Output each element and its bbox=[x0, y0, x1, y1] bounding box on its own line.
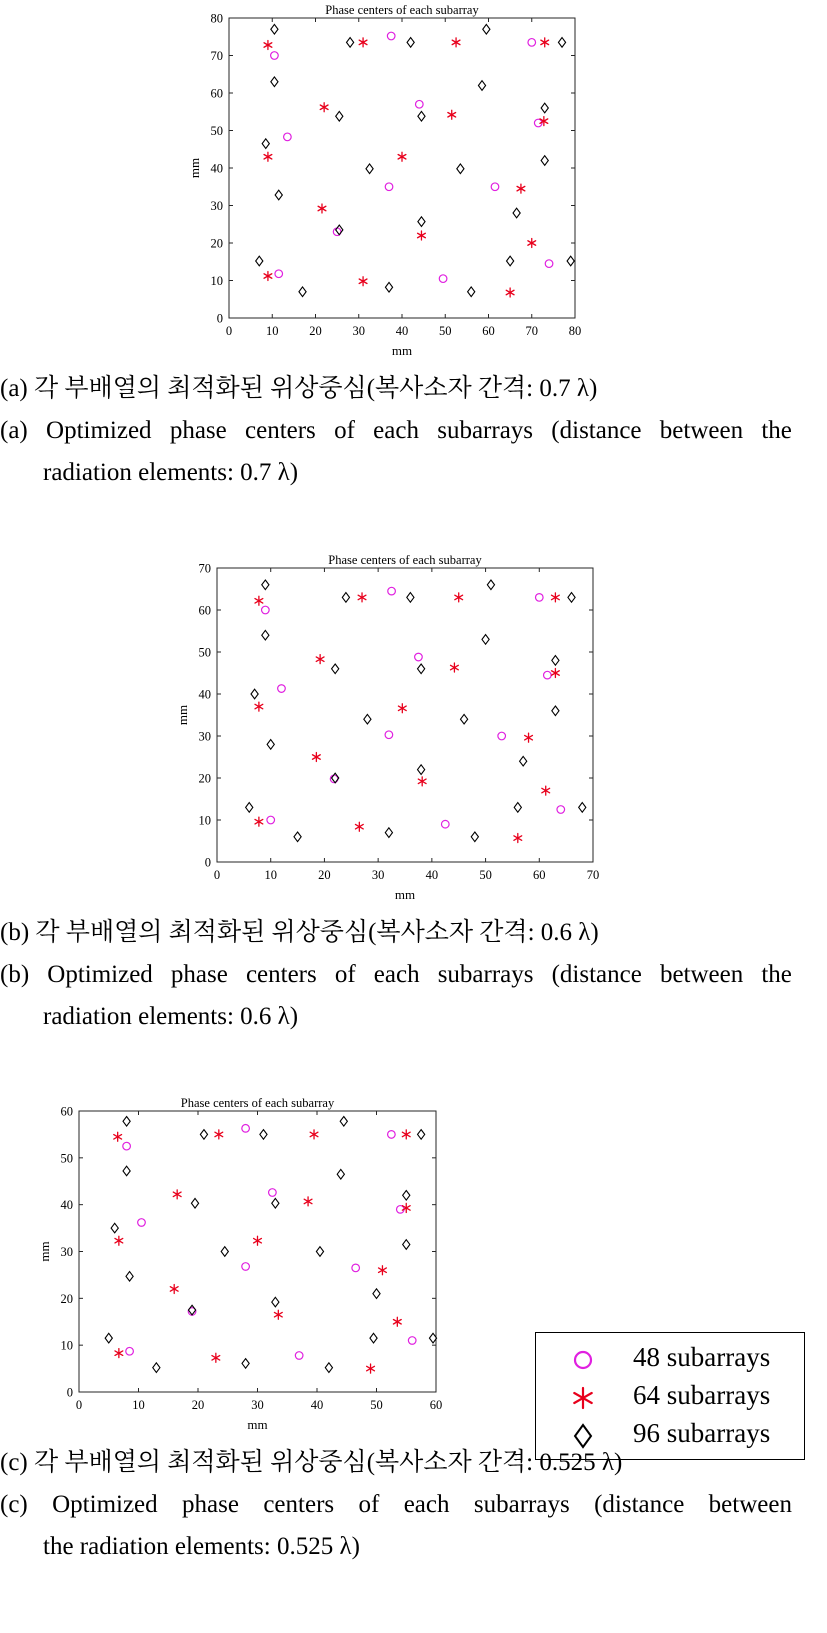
y-tick-label: 40 bbox=[60, 1198, 73, 1213]
word: phase bbox=[169, 417, 227, 444]
x-tick-label: 0 bbox=[225, 324, 233, 338]
word: of bbox=[334, 961, 356, 988]
word: phase bbox=[182, 1491, 239, 1518]
legend-label: 96 subarrays bbox=[633, 1418, 771, 1448]
caption-b-eng-line2: radiation elements: 0.6 λ) bbox=[43, 1003, 299, 1030]
y-tick-label: 50 bbox=[60, 1151, 73, 1166]
caption-c-kor-text: 각 부배열의 최적화된 위상중심(복사소자 간격: 0.525 λ) bbox=[34, 1449, 623, 1476]
word: between bbox=[659, 417, 744, 444]
y-axis-label: mm bbox=[187, 157, 202, 179]
x-tick-label: 60 bbox=[533, 868, 546, 882]
word: of bbox=[334, 417, 355, 444]
y-tick-label: 10 bbox=[210, 274, 223, 288]
x-tick-label: 10 bbox=[266, 324, 279, 338]
x-tick-label: 30 bbox=[251, 1398, 264, 1412]
word: each bbox=[373, 417, 419, 444]
caption-a bbox=[0, 368, 827, 494]
y-tick-label: 0 bbox=[66, 1385, 73, 1400]
word: between bbox=[659, 961, 744, 988]
caption-a-kor-label: (a) bbox=[0, 375, 28, 402]
y-tick-label: 40 bbox=[210, 161, 223, 176]
y-tick-label: 20 bbox=[198, 771, 211, 786]
y-tick-label: 80 bbox=[210, 11, 223, 26]
caption-b bbox=[0, 912, 827, 1038]
word: of bbox=[358, 1491, 380, 1518]
x-tick-label: 50 bbox=[479, 868, 492, 882]
plot-frame bbox=[229, 18, 575, 318]
circle-marker-icon bbox=[566, 1343, 600, 1377]
caption-b-kor-text: 각 부배열의 최적화된 위상중심(복사소자 간격: 0.6 λ) bbox=[35, 919, 599, 946]
y-tick-label: 10 bbox=[60, 1338, 73, 1353]
word: Optimized bbox=[46, 417, 152, 444]
y-tick-label: 60 bbox=[210, 86, 223, 101]
word: centers bbox=[245, 417, 316, 444]
x-tick-label: 10 bbox=[264, 868, 277, 882]
x-tick-label: 60 bbox=[482, 324, 495, 338]
word: (distance bbox=[551, 417, 642, 444]
word: between bbox=[708, 1491, 792, 1518]
x-tick-label: 50 bbox=[370, 1398, 383, 1412]
x-tick-label: 70 bbox=[586, 868, 600, 882]
chart-title: Phase centers of each subarray bbox=[180, 1096, 335, 1110]
caption-b-eng-label: (b) bbox=[0, 961, 30, 988]
x-tick-label: 10 bbox=[132, 1398, 145, 1412]
word: the bbox=[761, 417, 792, 444]
x-tick-label: 0 bbox=[75, 1398, 83, 1412]
y-tick-label: 30 bbox=[198, 729, 211, 744]
word: the bbox=[761, 961, 792, 988]
legend-item-64 bbox=[536, 1377, 804, 1417]
x-tick-label: 20 bbox=[309, 324, 322, 338]
word: subarrays bbox=[473, 1491, 570, 1518]
y-tick-label: 50 bbox=[210, 124, 223, 138]
word: phase bbox=[170, 961, 228, 988]
caption-a-eng-label: (a) bbox=[0, 417, 28, 444]
word: centers bbox=[263, 1491, 335, 1518]
y-tick-label: 0 bbox=[216, 311, 223, 326]
word: each bbox=[373, 961, 420, 988]
x-tick-label: 20 bbox=[191, 1398, 205, 1412]
word: Optimized bbox=[52, 1491, 158, 1518]
scatter-plot-a bbox=[0, 0, 827, 365]
y-tick-label: 0 bbox=[204, 855, 211, 870]
word: subarrays bbox=[437, 961, 534, 988]
y-tick-label: 30 bbox=[60, 1245, 73, 1259]
x-tick-label: 80 bbox=[568, 324, 582, 338]
caption-c-eng-line2: the radiation elements: 0.525 λ) bbox=[43, 1533, 360, 1560]
legend-label: 48 subarrays bbox=[633, 1342, 771, 1372]
x-axis-label: mm bbox=[247, 1417, 268, 1432]
caption-c-kor-label: (c) bbox=[0, 1449, 28, 1476]
y-tick-label: 70 bbox=[210, 49, 223, 63]
chart-title: Phase centers of each subarray bbox=[325, 3, 479, 17]
caption-c-eng-line1 bbox=[0, 1484, 792, 1526]
x-axis-label: mm bbox=[394, 887, 416, 902]
word: each bbox=[403, 1491, 450, 1518]
word: (distance bbox=[551, 961, 642, 988]
asterisk-marker-icon bbox=[566, 1381, 600, 1415]
caption-a-eng-line2: radiation elements: 0.7 λ) bbox=[43, 459, 299, 486]
caption-b-kor-label: (b) bbox=[0, 919, 30, 946]
x-axis-label: mm bbox=[391, 343, 413, 358]
word: centers bbox=[245, 961, 317, 988]
word: (distance bbox=[594, 1491, 685, 1518]
x-tick-label: 40 bbox=[395, 324, 409, 338]
y-tick-label: 10 bbox=[198, 813, 211, 828]
caption-a-kor-text: 각 부배열의 최적화된 위상중심(복사소자 간격: 0.7 λ) bbox=[34, 375, 598, 402]
x-tick-label: 20 bbox=[318, 868, 331, 882]
y-tick-label: 70 bbox=[198, 561, 211, 576]
legend bbox=[535, 1332, 805, 1460]
y-tick-label: 50 bbox=[198, 645, 211, 660]
x-tick-label: 40 bbox=[425, 868, 439, 882]
legend-label: 64 subarrays bbox=[633, 1380, 771, 1410]
scatter-plot-b bbox=[0, 540, 827, 910]
x-tick-label: 70 bbox=[525, 324, 538, 338]
caption-c-eng-label: (c) bbox=[0, 1491, 28, 1518]
caption-b-eng-line1 bbox=[0, 954, 792, 996]
y-tick-label: 60 bbox=[60, 1104, 73, 1119]
x-tick-label: 30 bbox=[352, 324, 365, 338]
x-tick-label: 50 bbox=[439, 324, 452, 338]
word: subarrays bbox=[437, 417, 534, 444]
y-tick-label: 20 bbox=[60, 1291, 73, 1306]
caption-a-eng-line1 bbox=[0, 410, 792, 452]
x-tick-label: 60 bbox=[429, 1398, 443, 1412]
x-tick-label: 30 bbox=[371, 868, 385, 882]
chart-title: Phase centers of each subarray bbox=[328, 553, 482, 567]
x-tick-label: 40 bbox=[310, 1398, 324, 1412]
y-tick-label: 40 bbox=[198, 687, 211, 702]
legend-item-48 bbox=[536, 1339, 804, 1379]
caption-c bbox=[0, 1442, 827, 1568]
y-axis-label: mm bbox=[175, 704, 190, 726]
y-tick-label: 60 bbox=[198, 603, 211, 618]
y-tick-label: 30 bbox=[210, 199, 223, 213]
x-tick-label: 0 bbox=[213, 868, 221, 882]
y-axis-label: mm bbox=[37, 1241, 52, 1262]
y-tick-label: 20 bbox=[210, 236, 223, 251]
word: Optimized bbox=[47, 961, 153, 988]
